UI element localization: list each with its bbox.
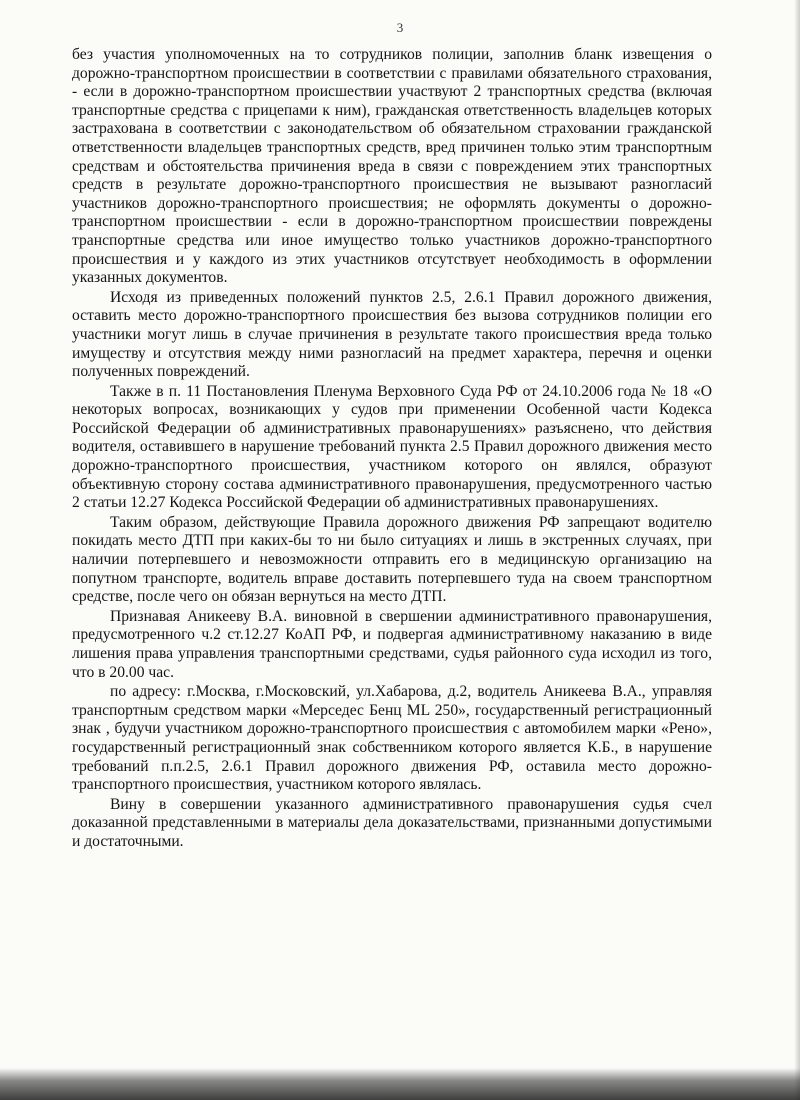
scan-bottom-shadow	[0, 1068, 800, 1100]
paragraph: по адресу: г.Москва, г.Московский, ул.Хабарова, д.2, водитель Аникеева В.А., управляя транспортным средством марки «Мерседес Бенц ML 250», государственный регистрационный знак , будучи участником дорожно-транспортного происшествия с автомобилем марки «Рено», государственный регистрационный знак собственником которого является К.Б., в нарушение требований п.п.2.5, 2.6.1 Правил дорожного движения РФ, оставила место дорожно-транспортного происшествия, участником которого являлась.	[72, 683, 712, 794]
document-body	[72, 46, 712, 852]
paragraph: без участия уполномоченных на то сотрудников полиции, заполнив бланк извещения о дорожно-транспортном происшествии в соответствии с правилами обязательного страхования, - если в дорожно-транспортном происшествии участвуют 2 транспортных средства (включая транспортные средства с прицепами к ним), гражданская ответственность владельцев которых застрахована в соответствии с законодательством об обязательном страховании гражданской ответственности владельцев транспортных средств, вред причинен только этим транспортным средствам и обстоятельства причинения вреда в связи с повреждением этих транспортных средств в результате дорожно-транспортного происшествия не вызывают разногласий участников дорожно-транспортного происшествия; не оформлять документы о дорожно-транспортном происшествии - если в дорожно-транспортном происшествии повреждены транспортные средства или иное имущество только участников дорожно-транспортного происшествия и у каждого из этих участников отсутствует необходимость в оформлении указанных документов.	[72, 46, 712, 287]
paragraph: Вину в совершении указанного административного правонарушения судья счел доказанной представленными в материалы дела доказательствами, признанными допустимыми и достаточными.	[72, 795, 712, 850]
page-number: 3	[396, 20, 404, 35]
paragraph: Также в п. 11 Постановления Пленума Верховного Суда РФ от 24.10.2006 года № 18 «О некоторых вопросах, возникающих у судов при применении Особенной части Кодекса Российской Федерации об административных правонарушениях» разъяснено, что действия водителя, оставившего в нарушение требований пункта 2.5 Правил дорожного движения место дорожно-транспортного происшествия, участником которого он являлся, образуют объективную сторону состава административного правонарушения, предусмотренного частью 2 статьи 12.27 Кодекса Российской Федерации об административных правонарушениях.	[72, 382, 712, 512]
scan-edge-shadow	[794, 0, 800, 1100]
paragraph: Таким образом, действующие Правила дорожного движения РФ запрещают водителю покидать место ДТП при каких-бы то ни было ситуациях и лишь в экстренных случаях, при наличии потерпевшего и невозможности отправить его в медицинскую организацию на попутном транспорте, водитель вправе доставить потерпевшего туда на своем транспортном средстве, после чего он обязан вернуться на место ДТП.	[72, 513, 712, 606]
paragraph: Признавая Аникееву В.А. виновной в свершении административного правонарушения, предусмотренного ч.2 ст.12.27 КоАП РФ, и подвергая административному наказанию в виде лишения права управления транспортными средствами, судья районного суда исходил из того, что в 20.00 час.	[72, 607, 712, 681]
paragraph: Исходя из приведенных положений пунктов 2.5, 2.6.1 Правил дорожного движения, оставить место дорожно-транспортного происшествия без вызова сотрудников полиции его участники могут лишь в случае причинения в результате такого происшествия вреда только имуществу и отсутствия между ними разногласий на предмет характера, перечня и оценки полученных повреждений.	[72, 288, 712, 381]
